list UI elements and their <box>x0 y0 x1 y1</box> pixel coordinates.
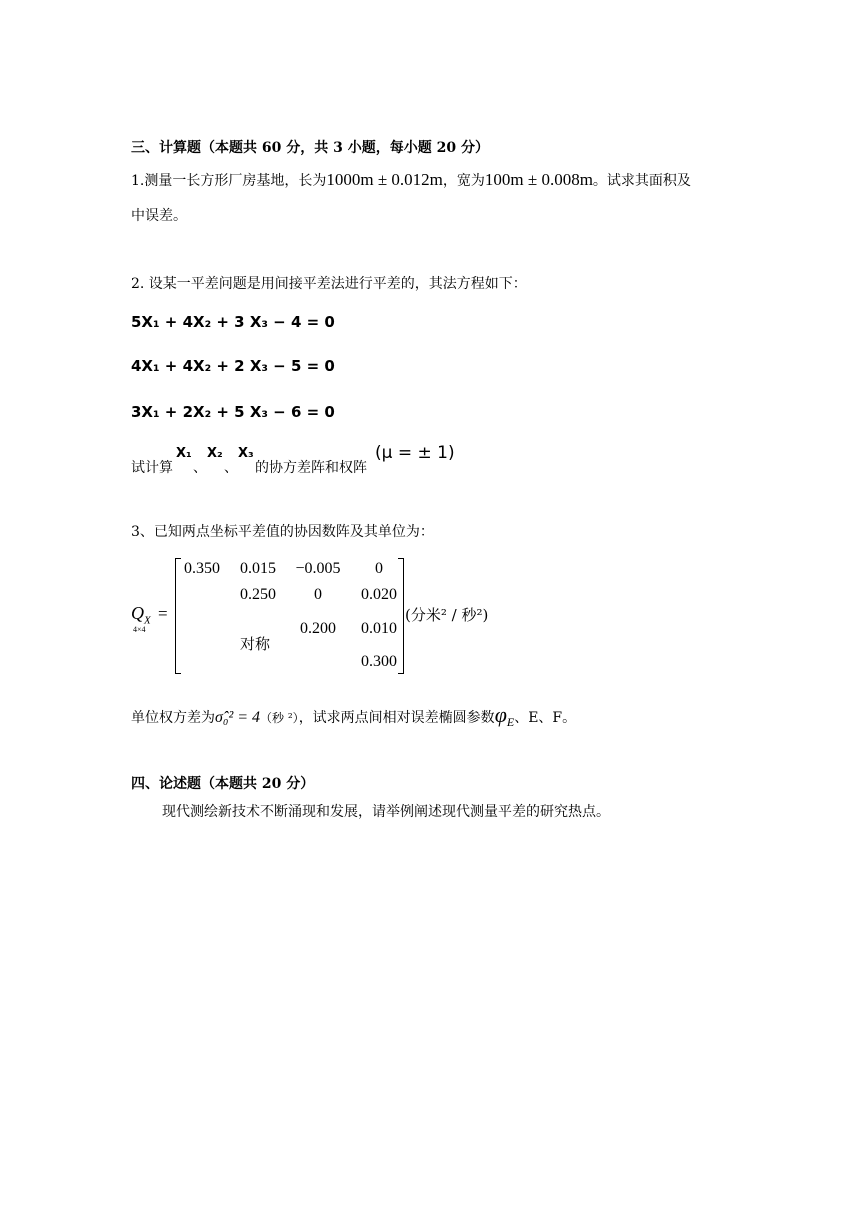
matrix-cell: 0.250 <box>240 586 276 603</box>
matrix-equals: = <box>158 604 168 623</box>
matrix-cell: 0 <box>314 586 322 603</box>
q2-ask-text-a: 试计算 <box>131 460 173 476</box>
q1-text-c: 。试求其面积及 <box>592 173 691 189</box>
q3-intro: 3、已知两点坐标平差值的协因数阵及其单位为： <box>131 524 434 540</box>
section4-text: 现代测绘新技术不断涌现和发展，请举例阐述现代测量平差的研究热点。 <box>162 804 610 820</box>
q2-var-x1: X₁ <box>176 446 192 461</box>
q2-equation-2: 4X₁ + 4X₂ + 2 X₃ − 5 = 0 <box>131 357 335 375</box>
q1-text-b: ，宽为 <box>442 173 485 189</box>
q3-ask-text-c: 、E、F。 <box>514 710 577 726</box>
q3-ask-text-b: ，试求两点间相对误差椭圆参数 <box>298 710 495 726</box>
matrix-symbol-q: $Q_X$ <box>131 603 151 627</box>
section3-heading: 三、计算题（本题共 60 分，共 3 小题，每小题 20 分） <box>131 140 489 156</box>
q2-sep-2: 、 <box>224 460 238 476</box>
q1-width-value: 100m ± 0.008m <box>484 170 593 189</box>
q3-sigma-value: σ̂₀² = 4 <box>215 709 261 726</box>
q2-var-x3: X₃ <box>238 446 254 461</box>
q2-intro: 2. 设某一平差问题是用间接平差法进行平差的，其法方程如下： <box>131 276 527 292</box>
matrix-cell: 0.010 <box>361 620 397 637</box>
matrix-cell: 0 <box>375 560 383 577</box>
q1-prefix: 1. <box>131 173 145 189</box>
section4-heading: 四、论述题（本题共 20 分） <box>131 776 315 792</box>
matrix-symmetric-label: 对称 <box>240 635 271 653</box>
q1-text-a: 测量一长方形厂房基地，长为 <box>144 173 327 189</box>
q1-length-value: 1000m ± 0.012m <box>326 170 443 189</box>
matrix-cell: 0.020 <box>361 586 397 603</box>
q2-mu-condition: (μ = ± 1) <box>375 443 455 463</box>
q3-phi-symbol: φ <box>494 702 507 727</box>
matrix-cell: −0.005 <box>295 560 341 577</box>
q2-sep-1: 、 <box>193 460 207 476</box>
matrix-unit: (分米² / 秒²) <box>405 606 489 624</box>
matrix-cell: 0.015 <box>240 560 276 577</box>
q1-line1 <box>131 170 691 190</box>
q3-sigma-unit: （秒 ²） <box>260 711 299 725</box>
q2-ask-text-b: 的协方差阵和权阵 <box>255 460 367 476</box>
matrix-cell: 0.200 <box>300 620 336 637</box>
q3-ask-text-a: 单位权方差为 <box>131 710 215 726</box>
q2-equation-3: 3X₁ + 2X₂ + 5 X₃ − 6 = 0 <box>131 403 335 421</box>
matrix-dimension: 4×4 <box>133 625 146 634</box>
matrix-cell: 0.350 <box>184 560 220 577</box>
matrix-cell: 0.300 <box>361 653 397 670</box>
q1-line2: 中误差。 <box>131 208 187 224</box>
matrix-symbol-sub: X <box>144 614 151 627</box>
q3-phi-sub: E <box>506 714 515 729</box>
q2-var-x2: X₂ <box>207 446 223 461</box>
q3-ask-line <box>131 702 576 730</box>
q2-equation-1: 5X₁ + 4X₂ + 3 X₃ − 4 = 0 <box>131 313 335 331</box>
